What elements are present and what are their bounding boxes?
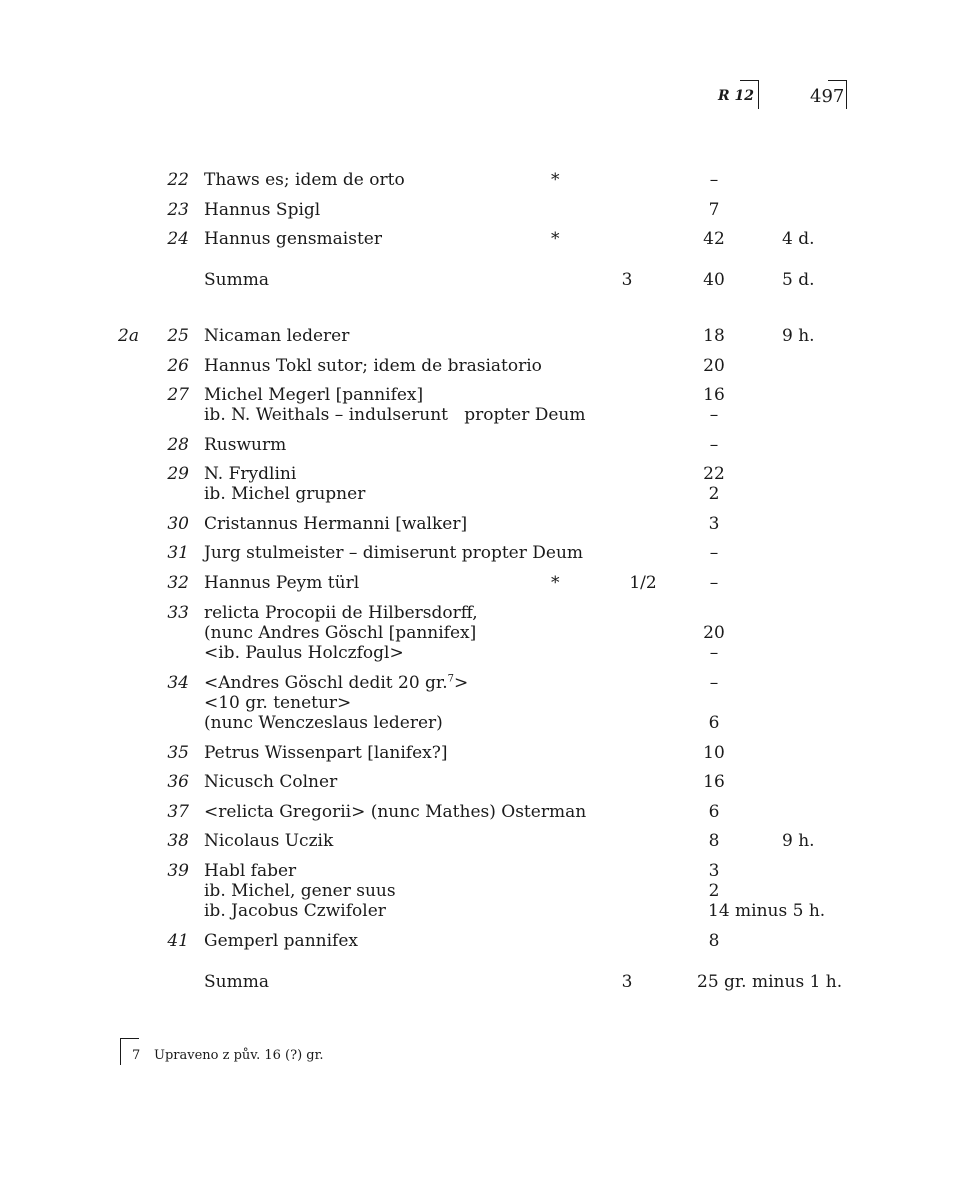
asterisk-mark: * bbox=[551, 573, 560, 593]
entry-amount: 2 bbox=[708, 484, 720, 504]
entry-extra: 9 h. bbox=[782, 326, 815, 346]
entry-number: 23 bbox=[167, 200, 189, 220]
entry-name: ib. N. Weithals – indulserunt propter Deum bbox=[204, 405, 586, 425]
entry-number: 41 bbox=[167, 931, 189, 951]
entry-name: Hannus Tokl sutor; idem de brasiatorio bbox=[204, 356, 542, 376]
entry-number: 29 bbox=[167, 464, 189, 484]
entry-number: 32 bbox=[167, 573, 189, 593]
entry-amount: – bbox=[709, 573, 719, 593]
footnote-number: 7 bbox=[132, 1048, 141, 1063]
entry-name: Michel Megerl [pannifex] bbox=[204, 385, 424, 405]
entry-name: Jurg stulmeister – dimiserunt propter Deum bbox=[204, 543, 584, 563]
entry-name: <ib. Paulus Holczfogl> bbox=[204, 643, 404, 663]
summa-column-1: 3 bbox=[621, 270, 633, 290]
entry-name: (nunc Andres Göschl [pannifex] bbox=[204, 623, 477, 643]
entry-name-tail: > bbox=[453, 673, 469, 693]
entry-number: 36 bbox=[167, 772, 189, 792]
entry-number: 30 bbox=[167, 514, 189, 534]
entry-name: relicta Procopii de Hilbersdorff, bbox=[204, 603, 478, 623]
corner-bracket bbox=[828, 80, 847, 109]
entry-number: 22 bbox=[167, 170, 189, 190]
summa-extra: 5 d. bbox=[782, 270, 815, 290]
entry-name: Habl faber bbox=[204, 861, 297, 881]
entry-name: Hannus Peym türl bbox=[204, 573, 360, 593]
corner-bracket bbox=[740, 80, 759, 109]
entry-name bbox=[204, 673, 468, 693]
entry-name: ib. Michel, gener suus bbox=[204, 881, 396, 901]
entry-name: ib. Jacobus Czwifoler bbox=[204, 901, 386, 921]
entry-amount: 8 bbox=[708, 831, 720, 851]
entry-amount: 42 bbox=[703, 229, 725, 249]
entry-amount: 7 bbox=[708, 200, 720, 220]
entry-extra: 9 h. bbox=[782, 831, 815, 851]
entry-column-1: 1/2 bbox=[629, 573, 657, 593]
section-label: R 12 bbox=[718, 88, 754, 104]
entry-amount: 16 bbox=[703, 385, 725, 405]
entry-number: 28 bbox=[167, 435, 189, 455]
entry-number: 35 bbox=[167, 743, 189, 763]
asterisk-mark: * bbox=[551, 170, 560, 190]
entry-name: Gemperl pannifex bbox=[204, 931, 358, 951]
entry-amount: 10 bbox=[703, 743, 725, 763]
entry-amount: – bbox=[709, 643, 719, 663]
entry-number: 34 bbox=[167, 673, 189, 693]
entry-extra: 4 d. bbox=[782, 229, 815, 249]
summa-column-1: 3 bbox=[621, 972, 633, 992]
entry-name: Hannus Spigl bbox=[204, 200, 321, 220]
entry-name: (nunc Wenczeslaus lederer) bbox=[204, 713, 443, 733]
entry-amount: – bbox=[709, 170, 719, 190]
entry-name-text: <Andres Göschl dedit 20 gr. bbox=[204, 673, 448, 693]
entry-number: 27 bbox=[167, 385, 189, 405]
entry-amount: 8 bbox=[708, 931, 720, 951]
entry-name: Nicaman lederer bbox=[204, 326, 350, 346]
entry-number: 38 bbox=[167, 831, 189, 851]
entry-name: Hannus gensmaister bbox=[204, 229, 382, 249]
entry-amount: – bbox=[709, 405, 719, 425]
entry-amount: – bbox=[709, 673, 719, 693]
margin-note: 2a bbox=[118, 326, 139, 346]
summa-amount: 25 gr. minus 1 h. bbox=[697, 972, 843, 992]
summa-label: Summa bbox=[204, 270, 269, 290]
entry-name: Petrus Wissenpart [lanifex?] bbox=[204, 743, 448, 763]
entry-name: Thaws es; idem de orto bbox=[204, 170, 405, 190]
footnote bbox=[120, 1038, 420, 1068]
entry-amount: – bbox=[709, 543, 719, 563]
running-head bbox=[700, 80, 860, 110]
entry-name: <relicta Gregorii> (nunc Mathes) Osterman bbox=[204, 802, 587, 822]
footnote-reference: 7 bbox=[447, 673, 454, 685]
entry-number: 26 bbox=[167, 356, 189, 376]
entry-amount: 6 bbox=[708, 802, 720, 822]
page-number: 497 bbox=[810, 86, 845, 107]
entry-amount: 14 minus 5 h. bbox=[708, 901, 826, 921]
entry-number: 37 bbox=[167, 802, 189, 822]
entry-name: Nicusch Colner bbox=[204, 772, 338, 792]
entry-name: Nicolaus Uczik bbox=[204, 831, 334, 851]
entry-amount: 6 bbox=[708, 713, 720, 733]
entry-amount: 3 bbox=[708, 514, 720, 534]
entry-name: Ruswurm bbox=[204, 435, 287, 455]
entry-amount: 2 bbox=[708, 881, 720, 901]
entry-number: 33 bbox=[167, 603, 189, 623]
entry-number: 39 bbox=[167, 861, 189, 881]
footnote-text: Upraveno z pův. 16 (?) gr. bbox=[154, 1048, 324, 1063]
entry-name: ib. Michel grupner bbox=[204, 484, 366, 504]
entry-name: Cristannus Hermanni [walker] bbox=[204, 514, 468, 534]
entry-amount: 22 bbox=[703, 464, 725, 484]
entry-number: 25 bbox=[167, 326, 189, 346]
entry-amount: 20 bbox=[703, 623, 725, 643]
entry-name: <10 gr. tenetur> bbox=[204, 693, 352, 713]
entry-amount: – bbox=[709, 435, 719, 455]
entry-amount: 18 bbox=[703, 326, 725, 346]
entry-amount: 20 bbox=[703, 356, 725, 376]
summa-label: Summa bbox=[204, 972, 269, 992]
entry-amount: 16 bbox=[703, 772, 725, 792]
entry-number: 31 bbox=[167, 543, 189, 563]
asterisk-mark: * bbox=[551, 229, 560, 249]
summa-amount: 40 bbox=[703, 270, 725, 290]
entry-amount: 3 bbox=[708, 861, 720, 881]
entry-number: 24 bbox=[167, 229, 189, 249]
entry-name: N. Frydlini bbox=[204, 464, 297, 484]
